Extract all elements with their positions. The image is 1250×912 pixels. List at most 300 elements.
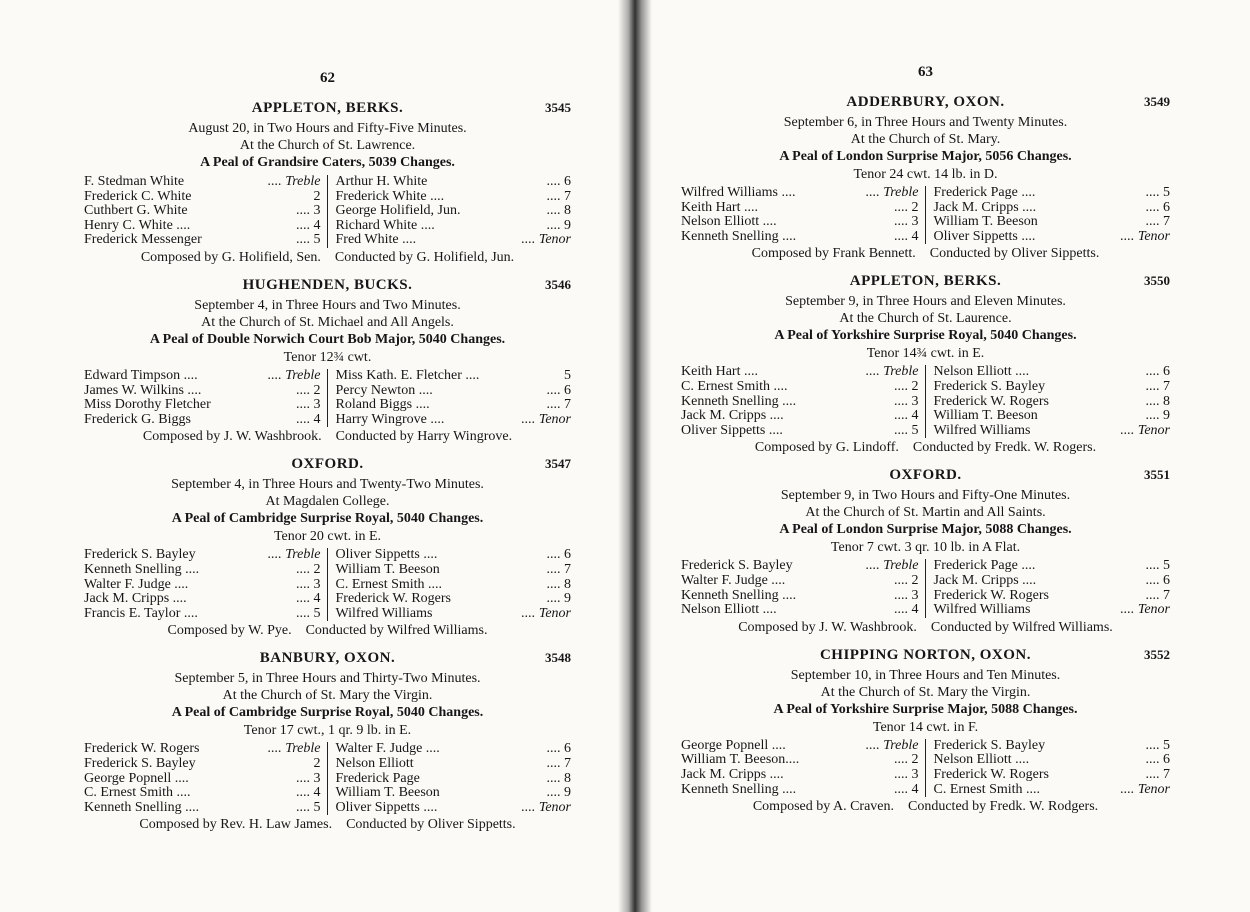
ringer-name: Keith Hart ....	[681, 364, 758, 380]
ringer-row	[336, 742, 572, 757]
ringer-row	[84, 592, 321, 607]
ringer-name: Frederick W. Rogers	[933, 766, 1049, 782]
bell-number: .... 6	[546, 174, 571, 189]
ringer-row	[84, 175, 321, 190]
peal-church: At the Church of St. Martin and All Saints.	[805, 505, 1046, 521]
bell-number: .... 3	[894, 766, 919, 782]
ringer-name: Wilfred Williams	[933, 422, 1031, 438]
ringer-row	[681, 424, 919, 439]
ringer-row	[84, 413, 321, 428]
peal-church: At the Church of St. Lawrence.	[239, 138, 416, 153]
ringers-column-left	[681, 739, 926, 797]
ringer-row	[336, 786, 572, 801]
peal-tenor: Tenor 24 cwt. 14 lb. in D.	[853, 167, 998, 182]
peal-title: A Peal of Yorkshire Surprise Royal, 5040 Changes.	[774, 328, 1077, 344]
bell-number: .... 6	[1145, 199, 1170, 215]
peal-list	[681, 94, 1170, 816]
ringer-name: Jack M. Cripps ....	[84, 591, 187, 607]
ringer-row	[336, 175, 572, 190]
peal-title: A Peal of Cambridge Surprise Royal, 5040 Changes.	[171, 511, 484, 527]
ringer-row	[84, 384, 321, 399]
ringer-name: William T. Beeson	[933, 408, 1038, 424]
bell-number: .... Treble	[267, 547, 321, 563]
peal-church: At the Church of St. Mary the Virgin.	[222, 688, 433, 704]
ringer-row	[934, 409, 1171, 424]
ringer-name: Nelson Elliott ....	[933, 364, 1030, 380]
ringer-row	[681, 603, 919, 618]
ringer-name: George Holifield, Jun.	[335, 203, 461, 219]
ringer-name: Frederick S. Bayley	[933, 737, 1046, 753]
ringer-row	[934, 186, 1171, 201]
ringer-row	[934, 559, 1171, 574]
ringer-name: Roland Biggs ....	[335, 397, 430, 413]
ringer-row	[681, 215, 919, 230]
bell-number: .... 3	[894, 214, 919, 230]
peal-header	[84, 100, 571, 120]
peal-credits	[681, 798, 1170, 816]
bell-number: .... Treble	[267, 174, 321, 189]
ringer-row	[84, 786, 321, 801]
ringer-row	[681, 589, 919, 604]
ringer-row	[84, 548, 321, 563]
ringer-name: Kenneth Snelling ....	[681, 781, 797, 797]
bell-number: .... 4	[894, 228, 919, 244]
conductor: Conducted by Fredk. W. Rogers.	[912, 440, 1097, 456]
ringer-name: William T. Beeson	[335, 561, 440, 577]
ringer-name: Frederick Page ....	[933, 558, 1036, 574]
ringer-name: Oliver Sippetts ....	[681, 422, 783, 438]
composer: Composed by Rev. H. Law James.	[139, 817, 333, 833]
peal-record	[681, 94, 1170, 263]
ringer-row	[336, 563, 572, 578]
ringers-column-right	[926, 559, 1171, 617]
peal-title: A Peal of Double Norwich Court Bob Major, 5040 Changes.	[149, 331, 506, 347]
bell-number: .... 5	[894, 422, 919, 438]
ringers-column-left	[84, 548, 328, 621]
bell-number: .... 5	[296, 232, 321, 248]
ringer-name: Percy Newton ....	[335, 382, 433, 398]
ringer-row	[934, 215, 1171, 230]
ringer-row	[336, 413, 572, 428]
peal-date: September 9, in Three Hours and Eleven Minutes.	[785, 294, 1066, 310]
bell-number: .... 8	[546, 203, 571, 219]
peal-number: 3551	[1144, 467, 1170, 483]
bell-number: .... 3	[894, 393, 919, 409]
ringer-row	[934, 230, 1171, 245]
ringer-row	[84, 204, 321, 219]
ringer-row	[934, 589, 1171, 604]
ringer-row	[934, 380, 1171, 395]
book-gutter-shadow	[618, 0, 652, 912]
bell-number: .... 6	[1145, 572, 1170, 588]
ringer-name: Jack M. Cripps ....	[933, 572, 1037, 588]
peal-record	[681, 467, 1170, 636]
bell-number: .... 5	[296, 799, 321, 815]
peal-header	[84, 277, 571, 297]
bell-number: .... 2	[296, 561, 321, 577]
bell-number: .... 4	[894, 602, 919, 618]
conductor: Conducted by Harry Wingrove.	[335, 429, 513, 445]
peal-tenor: Tenor 20 cwt. in E.	[273, 529, 382, 545]
ringers-column-right	[926, 186, 1171, 244]
ringer-name: Nelson Elliott	[335, 755, 414, 771]
peal-credits	[84, 816, 571, 834]
ringer-name: Jack M. Cripps ....	[681, 766, 784, 782]
composer: Composed by G. Holifield, Sen.	[140, 249, 321, 265]
bell-number: 5	[564, 367, 571, 383]
bell-number: .... 2	[894, 572, 919, 588]
bell-number: .... 5	[1145, 185, 1170, 200]
ringer-name: Frederick S. Bayley	[84, 755, 196, 771]
ringer-name: Oliver Sippetts ....	[335, 799, 438, 815]
ringer-row	[681, 365, 919, 380]
bell-number: .... Tenor	[1120, 228, 1170, 244]
peal-church: At the Church of St. Mary.	[850, 132, 1001, 147]
ringer-name: Nelson Elliott ....	[681, 214, 777, 230]
bell-number: .... 7	[1145, 587, 1170, 603]
peal-credits	[84, 622, 571, 640]
ringer-row	[934, 201, 1171, 216]
ringer-name: Frederick S. Bayley	[681, 558, 793, 574]
bell-number: .... 3	[894, 587, 919, 603]
bell-number: .... 9	[546, 217, 571, 233]
bell-number: .... Tenor	[1120, 422, 1170, 438]
bell-number: .... 8	[1145, 393, 1170, 409]
peal-title: A Peal of Yorkshire Surprise Major, 5088 Changes.	[773, 701, 1078, 717]
ringers-column-right	[328, 548, 572, 621]
peal-place: HUGHENDEN, BUCKS.	[242, 276, 413, 293]
peal-church: At the Church of St. Mary the Virgin.	[820, 684, 1031, 700]
peal-credits	[681, 619, 1170, 637]
ringer-row	[84, 801, 321, 816]
bell-number: .... 4	[296, 217, 321, 233]
bell-number: .... 9	[1145, 408, 1170, 424]
bell-number: .... 2	[894, 199, 919, 215]
bell-number: .... 4	[296, 591, 321, 607]
ringer-name: William T. Beeson	[335, 785, 440, 801]
ringer-name: Frederick Page	[335, 770, 420, 786]
ringer-name: Henry C. White ....	[84, 217, 191, 233]
peal-number: 3549	[1144, 94, 1170, 109]
ringer-row	[934, 753, 1171, 768]
ringer-name: George Popnell ....	[84, 770, 189, 786]
peal-date: September 4, in Three Hours and Two Minutes.	[194, 297, 461, 313]
ringers-table	[681, 559, 1170, 617]
bell-number: .... Treble	[865, 737, 919, 753]
ringers-table	[84, 369, 571, 427]
ringer-row	[681, 753, 919, 768]
ringer-row	[681, 186, 919, 201]
ringers-column-left	[681, 365, 926, 438]
peal-number: 3550	[1144, 273, 1170, 289]
ringers-table	[84, 742, 571, 815]
ringer-name: William T. Beeson....	[681, 752, 800, 768]
peal-place: APPLETON, BERKS.	[849, 273, 1002, 290]
bell-number: .... 6	[1145, 752, 1170, 768]
composer: Composed by A. Craven.	[752, 799, 894, 815]
ringer-name: F. Stedman White	[84, 174, 185, 189]
ringer-name: Frederick W. Rogers	[84, 741, 200, 757]
bell-number: .... 5	[1145, 737, 1170, 753]
composer: Composed by J. W. Washbrook.	[738, 619, 917, 635]
peal-record	[84, 277, 571, 446]
ringer-row	[336, 592, 572, 607]
ringer-row	[336, 190, 572, 205]
ringer-name: Jack M. Cripps ....	[933, 199, 1037, 215]
ringer-name: C. Ernest Smith ....	[933, 781, 1041, 797]
bell-number: .... 2	[894, 752, 919, 768]
ringer-row	[336, 219, 572, 234]
bell-number: .... Tenor	[521, 411, 571, 427]
ringer-name: Walter F. Judge ....	[681, 572, 786, 588]
ringers-column-left	[681, 186, 926, 244]
ringer-name: Frederick Messenger	[84, 232, 202, 248]
ringer-name: Frederick C. White	[84, 188, 192, 204]
ringer-row	[84, 398, 321, 413]
composer: Composed by W. Pye.	[167, 623, 292, 639]
ringers-column-right	[328, 175, 572, 248]
ringer-name: Keith Hart ....	[681, 199, 758, 215]
ringer-name: Richard White ....	[335, 217, 435, 233]
ringer-row	[84, 578, 321, 593]
peal-date: September 6, in Three Hours and Twenty Minutes.	[783, 115, 1068, 130]
peal-header	[84, 650, 571, 670]
bell-number: .... 7	[1145, 766, 1170, 782]
bell-number: .... 4	[894, 408, 919, 424]
peal-credits	[681, 245, 1170, 263]
peal-title: A Peal of Grandsire Caters, 5039 Changes.	[200, 155, 455, 170]
ringer-row	[336, 548, 572, 563]
bell-number: .... 6	[546, 741, 571, 757]
ringer-row	[336, 801, 572, 816]
ringer-name: Walter F. Judge ....	[84, 576, 189, 592]
ringers-column-right	[926, 739, 1171, 797]
ringer-name: George Popnell ....	[681, 737, 786, 753]
bell-number: .... 5	[1145, 558, 1170, 574]
ringer-name: Miss Dorothy Fletcher	[84, 397, 211, 413]
ringer-name: Edward Timpson ....	[84, 367, 198, 383]
peal-place: APPLETON, BERKS.	[251, 100, 404, 116]
ringers-column-right	[328, 369, 572, 427]
conductor: Conducted by Oliver Sippetts.	[929, 246, 1100, 262]
peal-date: September 4, in Three Hours and Twenty-Two Minutes.	[171, 477, 484, 493]
ringer-name: Frederick G. Biggs	[84, 411, 191, 427]
ringer-row	[681, 783, 919, 798]
bell-number: .... Tenor	[521, 799, 571, 815]
ringer-name: Walter F. Judge ....	[335, 741, 440, 757]
composer: Composed by J. W. Washbrook.	[142, 429, 322, 445]
right-page	[625, 0, 1250, 912]
bell-number: .... Tenor	[521, 605, 571, 621]
peal-place: OXFORD.	[889, 467, 962, 484]
bell-number: .... 3	[296, 397, 321, 413]
conductor: Conducted by Wilfred Williams.	[305, 623, 488, 639]
peal-date: August 20, in Two Hours and Fifty-Five Minutes.	[188, 121, 467, 136]
ringer-row	[934, 768, 1171, 783]
peal-record	[84, 100, 571, 267]
peal-record	[84, 650, 571, 834]
ringer-row	[84, 219, 321, 234]
bell-number: .... Tenor	[1120, 781, 1170, 797]
bell-number: .... 3	[296, 576, 321, 592]
ringer-name: Cuthbert G. White	[84, 203, 188, 219]
bell-number: .... 7	[1145, 214, 1170, 230]
ringer-row	[934, 424, 1171, 439]
peal-number: 3547	[545, 456, 571, 472]
ringer-name: Harry Wingrove ....	[335, 411, 445, 427]
ringer-row	[336, 578, 572, 593]
ringers-column-left	[681, 559, 926, 617]
ringer-row	[681, 768, 919, 783]
composer: Composed by G. Lindoff.	[754, 440, 899, 456]
ringer-name: Kenneth Snelling ....	[681, 587, 797, 603]
bell-number: .... Treble	[267, 367, 321, 383]
ringer-row	[934, 574, 1171, 589]
ringer-name: Kenneth Snelling ....	[84, 799, 200, 815]
ringer-name: Wilfred Williams	[933, 602, 1031, 618]
ringer-row	[681, 380, 919, 395]
bell-number: .... 8	[546, 576, 571, 592]
bell-number: .... 9	[546, 785, 571, 801]
peal-title: A Peal of Cambridge Surprise Royal, 5040 Changes.	[171, 705, 484, 721]
bell-number: .... 4	[296, 411, 321, 427]
ringer-name: Arthur H. White	[335, 174, 428, 189]
ringer-row	[84, 369, 321, 384]
ringer-row	[84, 607, 321, 622]
ringer-name: C. Ernest Smith ....	[84, 785, 191, 801]
ringer-name: Kenneth Snelling ....	[681, 228, 797, 244]
peal-number: 3552	[1144, 646, 1170, 662]
ringer-name: Nelson Elliott ....	[933, 752, 1030, 768]
bell-number: .... Treble	[865, 558, 919, 574]
ringer-row	[934, 395, 1171, 410]
peal-record	[681, 273, 1170, 457]
bell-number: 2	[313, 188, 321, 204]
ringer-row	[84, 757, 321, 772]
conductor: Conducted by Oliver Sippetts.	[346, 817, 516, 833]
bell-number: .... Tenor	[521, 232, 571, 248]
peal-credits	[84, 428, 571, 446]
bell-number: .... 3	[296, 770, 321, 786]
page-number: 63	[918, 64, 933, 80]
ringer-name: Miss Kath. E. Fletcher ....	[335, 367, 480, 383]
peal-header	[681, 273, 1170, 293]
bell-number: .... 2	[894, 378, 919, 394]
peal-church: At Magdalen College.	[265, 494, 390, 510]
ringer-name: Francis E. Taylor ....	[84, 605, 198, 621]
ringer-row	[336, 384, 572, 399]
ringers-column-left	[84, 742, 328, 815]
ringer-row	[681, 201, 919, 216]
ringer-name: Fred White ....	[335, 232, 417, 248]
ringers-column-left	[84, 369, 328, 427]
ringer-name: Nelson Elliott ....	[681, 602, 777, 618]
ringers-table	[84, 548, 571, 621]
bell-number: .... 7	[546, 755, 571, 771]
bell-number: .... 8	[546, 770, 571, 786]
ringer-name: Oliver Sippetts ....	[933, 228, 1036, 244]
ringer-row	[681, 739, 919, 754]
ringer-row	[84, 190, 321, 205]
ringer-row	[681, 574, 919, 589]
ringer-name: Frederick S. Bayley	[84, 547, 196, 563]
ringer-name: Wilfred Williams ....	[681, 185, 796, 200]
bell-number: .... Tenor	[1120, 602, 1170, 618]
ringer-name: Frederick W. Rogers	[933, 587, 1049, 603]
bell-number: .... Treble	[267, 741, 321, 757]
ringer-row	[84, 772, 321, 787]
ringer-row	[336, 204, 572, 219]
peal-church: At the Church of St. Michael and All Angels.	[201, 314, 454, 330]
peal-church: At the Church of St. Laurence.	[839, 311, 1012, 327]
bell-number: .... 7	[546, 397, 571, 413]
ringer-row	[681, 559, 919, 574]
ringer-row	[681, 409, 919, 424]
peal-header	[681, 467, 1170, 487]
peal-place: OXFORD.	[291, 456, 364, 473]
peal-header	[681, 647, 1170, 667]
peal-date: September 9, in Two Hours and Fifty-One Minutes.	[780, 488, 1071, 504]
ringer-row	[336, 772, 572, 787]
ringer-name: Frederick White ....	[335, 188, 445, 204]
ringer-name: Frederick S. Bayley	[933, 378, 1046, 394]
ringers-column-right	[328, 742, 572, 815]
bell-number: .... 4	[296, 785, 321, 801]
peal-header	[681, 94, 1170, 114]
peal-header	[84, 456, 571, 476]
ringer-row	[336, 757, 572, 772]
page-number: 62	[320, 70, 335, 86]
peal-date: September 5, in Three Hours and Thirty-Two Minutes.	[174, 671, 481, 687]
ringer-name: C. Ernest Smith ....	[335, 576, 443, 592]
ringers-table	[681, 365, 1170, 438]
ringers-column-left	[84, 175, 328, 248]
peal-tenor: Tenor 7 cwt. 3 qr. 10 lb. in A Flat.	[830, 540, 1021, 556]
ringer-name: Wilfred Williams	[335, 605, 433, 621]
ringer-row	[681, 230, 919, 245]
conductor: Conducted by Fredk. W. Rodgers.	[908, 799, 1099, 815]
bell-number: .... 2	[296, 382, 321, 398]
peal-tenor: Tenor 14 cwt. in F.	[872, 719, 979, 735]
ringers-table	[681, 739, 1170, 797]
peal-place: ADDERBURY, OXON.	[846, 94, 1005, 110]
ringer-name: Frederick W. Rogers	[933, 393, 1049, 409]
peal-credits	[84, 249, 571, 267]
ringer-row	[336, 398, 572, 413]
peal-tenor: Tenor 14¾ cwt. in E.	[866, 346, 985, 362]
bell-number: .... Treble	[865, 364, 919, 380]
peal-place: BANBURY, OXON.	[259, 650, 396, 667]
composer: Composed by Frank Bennett.	[751, 246, 916, 262]
bell-number: 2	[313, 755, 321, 771]
bell-number: .... 7	[546, 561, 571, 577]
ringers-table	[84, 175, 571, 248]
ringer-row	[681, 395, 919, 410]
bell-number: .... 6	[546, 547, 571, 563]
bell-number: .... 5	[296, 605, 321, 621]
ringer-name: James W. Wilkins ....	[84, 382, 202, 398]
peal-credits	[681, 439, 1170, 457]
peal-title: A Peal of London Surprise Major, 5056 Changes.	[779, 149, 1072, 164]
ringer-row	[84, 563, 321, 578]
ringer-row	[934, 365, 1171, 380]
bell-number: .... 3	[296, 203, 321, 219]
peal-title: A Peal of London Surprise Major, 5088 Changes.	[779, 522, 1072, 538]
ringer-row	[84, 742, 321, 757]
ringer-row	[336, 233, 572, 248]
ringer-name: Kenneth Snelling ....	[84, 561, 200, 577]
peal-date: September 10, in Three Hours and Ten Minutes.	[790, 667, 1061, 683]
